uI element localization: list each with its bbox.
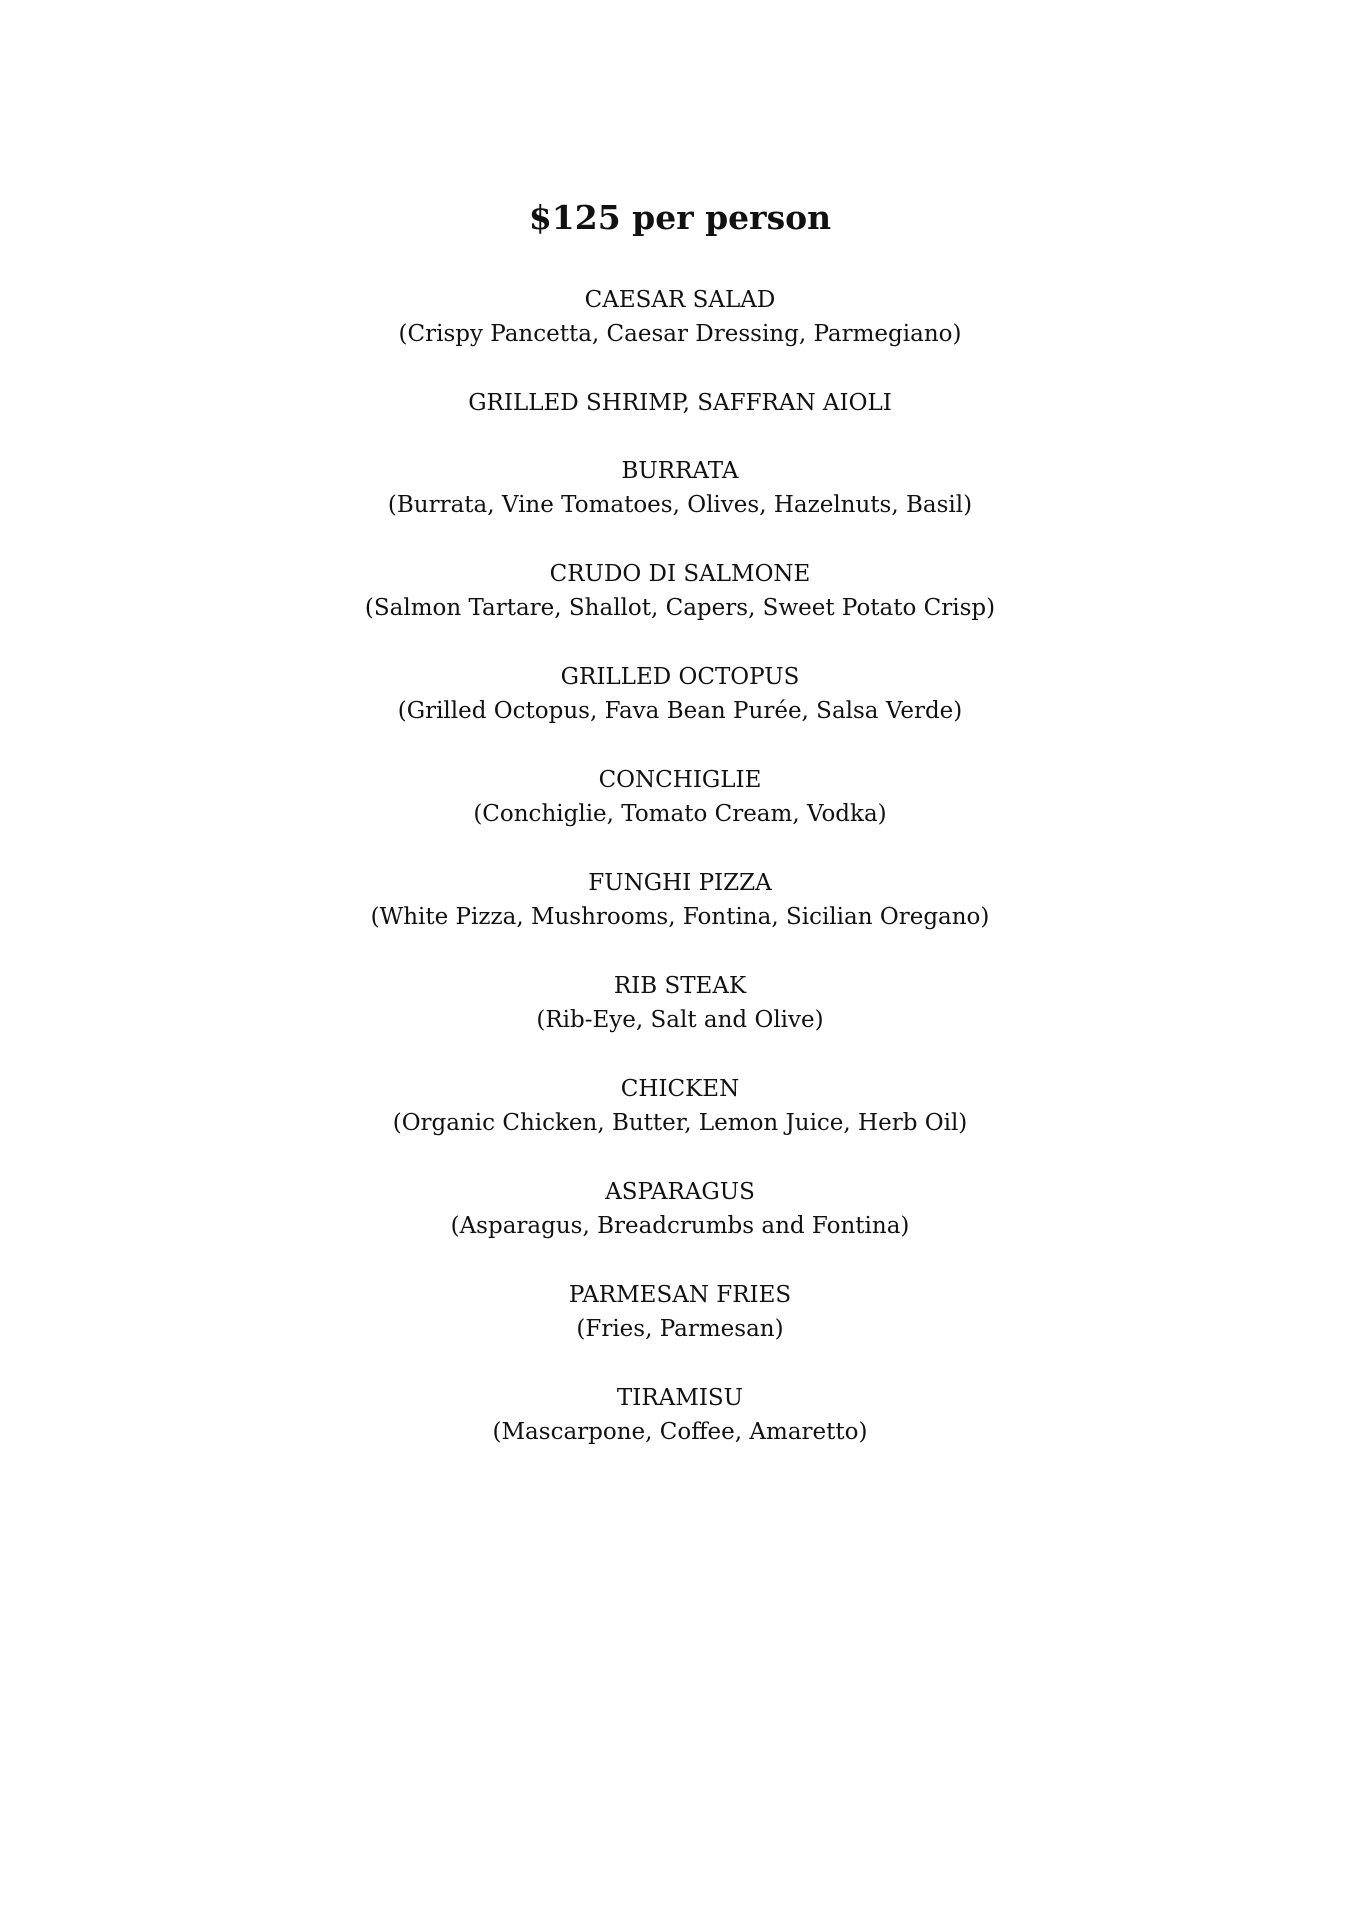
course-name: CONCHIGLIE [598, 767, 762, 793]
course-name: GRILLED OCTOPUS [560, 664, 800, 690]
course-item [0, 866, 1360, 934]
course-name: CRUDO DI SALMONE [549, 561, 811, 587]
course-description: (Grilled Octopus, Fava Bean Purée, Salsa Verde) [397, 698, 963, 724]
course-description: (Asparagus, Breadcrumbs and Fontina) [450, 1213, 910, 1239]
course-description: (Organic Chicken, Butter, Lemon Juice, Herb Oil) [392, 1110, 968, 1136]
course-item [0, 1381, 1360, 1449]
course-description: (Rib-Eye, Salt and Olive) [536, 1007, 824, 1033]
course-name: GRILLED SHRIMP, SAFFRAN AIOLI [468, 390, 892, 416]
course-description: (Burrata, Vine Tomatoes, Olives, Hazelnuts, Basil) [387, 492, 973, 518]
course-name: RIB STEAK [613, 973, 747, 999]
course-item [0, 969, 1360, 1037]
course-item [0, 1278, 1360, 1346]
course-name: BURRATA [621, 458, 739, 484]
course-description: (Crispy Pancetta, Caesar Dressing, Parmegiano) [398, 321, 962, 347]
course-item [0, 557, 1360, 625]
course-name: PARMESAN FRIES [568, 1282, 792, 1308]
course-name: TIRAMISU [616, 1385, 744, 1411]
course-description: (Fries, Parmesan) [576, 1316, 784, 1342]
course-name: FUNGHI PIZZA [588, 870, 772, 896]
course-description: (Conchiglie, Tomato Cream, Vodka) [473, 801, 887, 827]
course-item [0, 763, 1360, 831]
course-item [0, 660, 1360, 728]
course-item [0, 454, 1360, 522]
course-name: CAESAR SALAD [584, 287, 776, 313]
course-item [0, 1072, 1360, 1140]
course-name: ASPARAGUS [605, 1179, 755, 1205]
course-item [0, 283, 1360, 351]
price-heading: $125 per person [528, 198, 832, 237]
course-name: CHICKEN [620, 1076, 740, 1102]
course-description: (Salmon Tartare, Shallot, Capers, Sweet Potato Crisp) [364, 595, 996, 621]
course-description: (White Pizza, Mushrooms, Fontina, Sicilian Oregano) [370, 904, 990, 930]
course-description: (Mascarpone, Coffee, Amaretto) [492, 1419, 868, 1445]
course-item [0, 1175, 1360, 1243]
course-item [0, 386, 1360, 420]
